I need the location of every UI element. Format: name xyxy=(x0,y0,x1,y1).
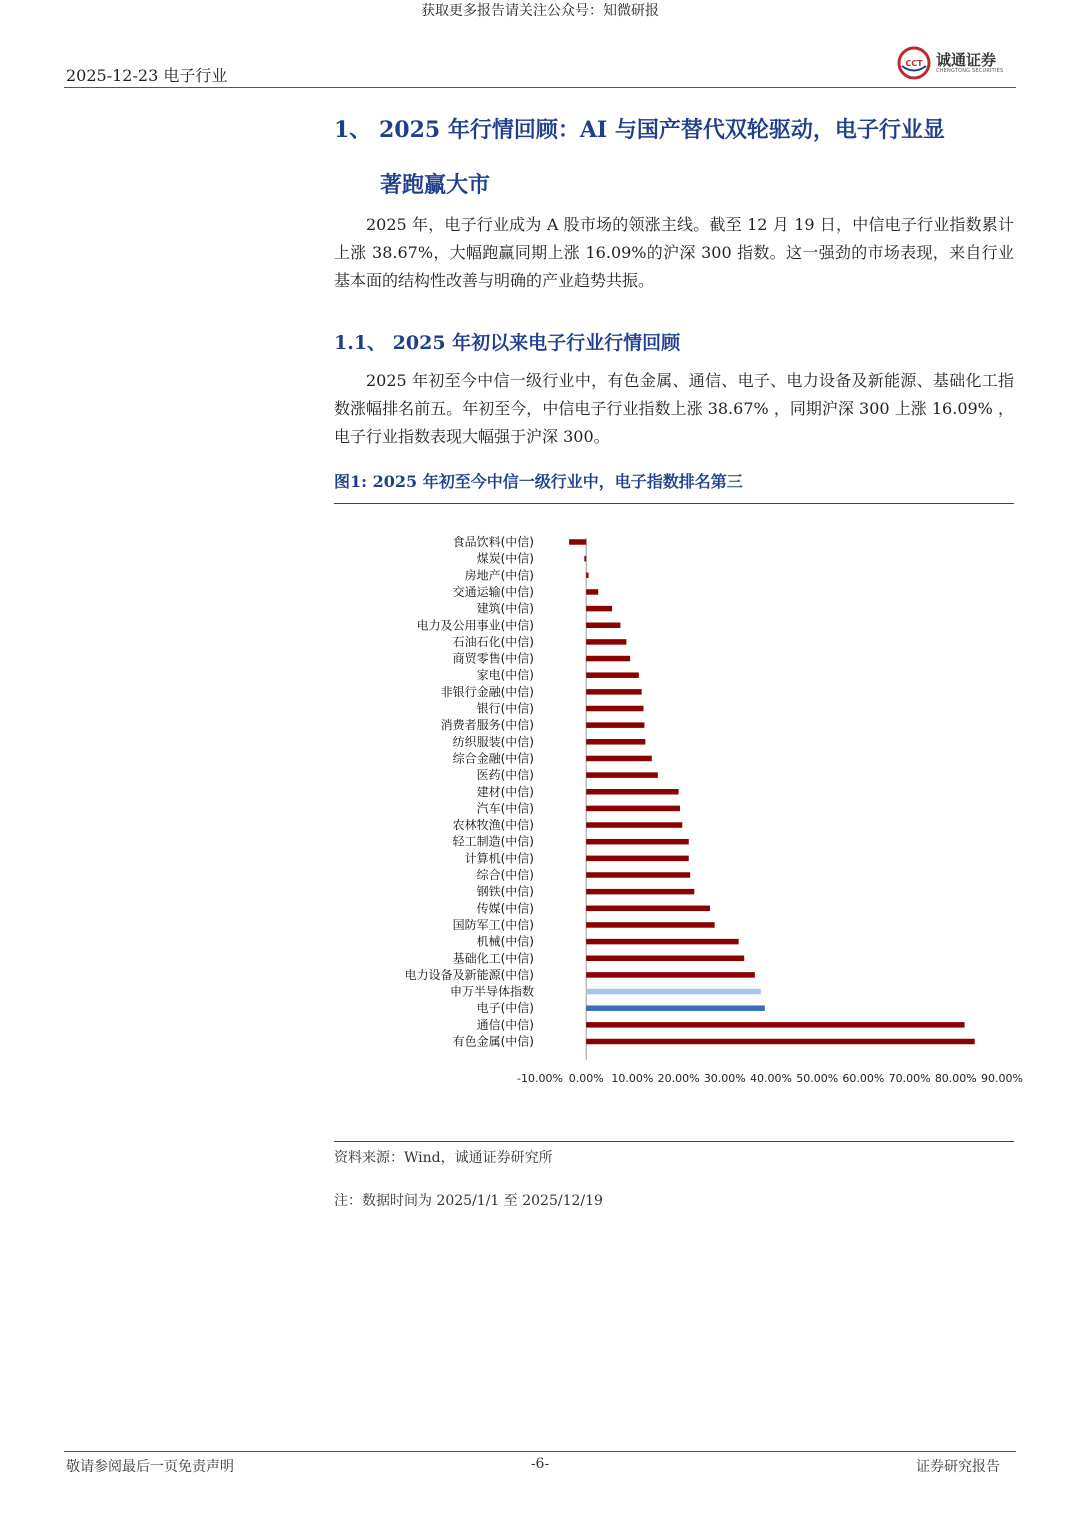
chart-category-label: 食品饮料(中信) xyxy=(452,535,534,549)
chart-category-label: 房地产(中信) xyxy=(464,568,534,583)
chart-bar xyxy=(586,656,630,662)
chart-bar xyxy=(586,672,639,678)
chart-bar xyxy=(586,722,644,728)
chart-category-label: 电力及公用事业(中信) xyxy=(416,618,534,633)
chart-bar xyxy=(586,806,680,812)
chart-x-tick-label: 70.00% xyxy=(888,1072,931,1086)
section-title-line1: 1、 2025 年行情回顾：AI 与国产替代双轮驱动，电子行业显 xyxy=(334,117,945,143)
chart-category-label: 通信(中信) xyxy=(476,1017,534,1032)
chart-bar xyxy=(586,1039,975,1045)
chart-category-label: 申万半导体指数 xyxy=(449,984,534,999)
company-logo xyxy=(896,45,1016,81)
chart-category-label: 轻工制造(中信) xyxy=(452,834,534,849)
chart-category-label: 国防军工(中信) xyxy=(452,917,534,932)
section1-paragraph: 2025 年，电子行业成为 A 股市场的领涨主线。截至 12 月 19 日，中信电子行业指数累计上涨 38.67%，大幅跑赢同期上涨 16.09%的沪深 300 指数。这一强劲的市场表现，来自行业基本面的结构性改善与明确的产业趋势共振。 xyxy=(334,215,1014,290)
chart-bar xyxy=(586,822,682,828)
logo-mark-text: CCT xyxy=(905,59,923,68)
figure-top-rule xyxy=(334,503,1014,504)
chart-bar xyxy=(586,689,641,695)
chart-x-tick-label: 80.00% xyxy=(934,1072,977,1086)
footer-disclaimer: 敬请参阅最后一页免责声明 xyxy=(66,1459,234,1475)
chart-category-label: 汽车(中信) xyxy=(476,801,534,816)
chart-x-tick-label: 30.00% xyxy=(703,1072,746,1086)
section-title-line2: 著跑赢大市 xyxy=(380,172,491,198)
section11-paragraph: 2025 年初至今中信一级行业中，有色金属、通信、电子、电力设备及新能源、基础化工指数涨幅排名前五。年初至今，中信电子行业指数上涨 38.67% ，同期沪深 300 上涨 16.09% ，电子行业指数表现大幅强于沪深 300。 xyxy=(334,371,1014,446)
chart-x-tick-label: 60.00% xyxy=(842,1072,885,1086)
chart-bar xyxy=(586,906,710,912)
chart-bar xyxy=(584,556,586,562)
chart-bar xyxy=(586,972,755,978)
chart-x-tick-label: 20.00% xyxy=(657,1072,700,1086)
chart-x-tick-label: 0.00% xyxy=(568,1072,604,1086)
header-date-industry: 2025-12-23 电子行业 xyxy=(66,66,228,85)
chart-x-tick-label: 50.00% xyxy=(796,1072,839,1086)
chart-bar xyxy=(586,606,612,612)
chart-category-label: 电子(中信) xyxy=(476,1001,534,1016)
industry-bar-chart xyxy=(334,505,1023,1135)
footer-report-type: 证券研究报告 xyxy=(916,1459,1000,1475)
chart-category-label: 综合金融(中信) xyxy=(452,751,534,766)
chart-category-label: 非银行金融(中信) xyxy=(440,684,534,699)
chart-bar xyxy=(586,839,689,845)
chart-category-label: 家电(中信) xyxy=(476,668,534,683)
chart-category-label: 有色金属(中信) xyxy=(452,1034,534,1049)
chart-category-label: 机械(中信) xyxy=(476,934,534,949)
figure-bottom-rule xyxy=(334,1141,1014,1142)
chart-bar xyxy=(586,739,645,745)
chart-bar xyxy=(586,1005,765,1011)
chart-category-label: 电力设备及新能源(中信) xyxy=(404,967,534,982)
chart-bar xyxy=(586,589,598,595)
subsection-title: 1.1、 2025 年初以来电子行业行情回顾 xyxy=(334,332,681,354)
chart-bar xyxy=(586,856,689,862)
page-number: -6- xyxy=(530,1456,550,1472)
chart-bar xyxy=(586,623,620,629)
chart-bar xyxy=(586,756,652,762)
chart-bar xyxy=(586,989,761,995)
chart-category-label: 银行(中信) xyxy=(476,701,534,716)
chart-bar xyxy=(586,1022,964,1028)
chart-category-label: 消费者服务(中信) xyxy=(440,718,534,733)
chart-category-label: 交通运输(中信) xyxy=(452,584,534,599)
logo-text: 诚通证券 xyxy=(936,51,997,69)
chart-category-label: 综合(中信) xyxy=(476,868,534,882)
chart-svg xyxy=(334,505,1023,1135)
chart-category-label: 计算机(中信) xyxy=(464,851,534,866)
chart-category-label: 传媒(中信) xyxy=(476,901,534,916)
chart-bar xyxy=(586,573,588,579)
top-banner: 获取更多报告请关注公众号：知微研报 xyxy=(421,3,659,19)
chart-bar xyxy=(586,772,658,778)
chart-category-label: 商贸零售(中信) xyxy=(452,651,534,666)
chart-x-tick-label: 10.00% xyxy=(611,1072,654,1086)
chart-category-label: 石油石化(中信) xyxy=(452,634,534,649)
chart-bar xyxy=(586,639,626,645)
chart-category-label: 煤炭(中信) xyxy=(476,551,534,566)
chart-category-label: 基础化工(中信) xyxy=(452,951,534,966)
figure-note: 注：数据时间为 2025/1/1 至 2025/12/19 xyxy=(334,1193,603,1209)
chart-x-tick-label: 90.00% xyxy=(981,1072,1023,1086)
chart-category-label: 医药(中信) xyxy=(476,768,534,783)
chart-x-tick-label: 40.00% xyxy=(750,1072,792,1086)
chart-category-label: 钢铁(中信) xyxy=(476,884,534,899)
header-divider xyxy=(64,87,1016,88)
chart-bar xyxy=(586,872,690,878)
chart-bar xyxy=(586,789,678,795)
chart-category-label: 农林牧渔(中信) xyxy=(452,818,534,833)
chart-bar xyxy=(586,956,744,962)
footer-divider xyxy=(64,1451,1016,1452)
chart-bar xyxy=(569,539,586,545)
chart-bar xyxy=(586,706,643,712)
figure-source: 资料来源：Wind，诚通证券研究所 xyxy=(334,1150,553,1166)
chart-category-label: 建筑(中信) xyxy=(476,601,534,616)
figure-title: 图1: 2025 年初至今中信一级行业中，电子指数排名第三 xyxy=(334,472,743,491)
chart-x-tick-label: -10.00% xyxy=(517,1072,563,1086)
chart-bar xyxy=(586,939,738,945)
chart-bar xyxy=(586,922,714,928)
logo-english: CHENGTONG SECURITIES xyxy=(936,68,1004,74)
chart-bar xyxy=(586,889,694,895)
logo-mark-icon xyxy=(896,45,932,81)
chart-category-label: 纺织服装(中信) xyxy=(452,734,534,749)
chart-category-label: 建材(中信) xyxy=(476,784,534,799)
